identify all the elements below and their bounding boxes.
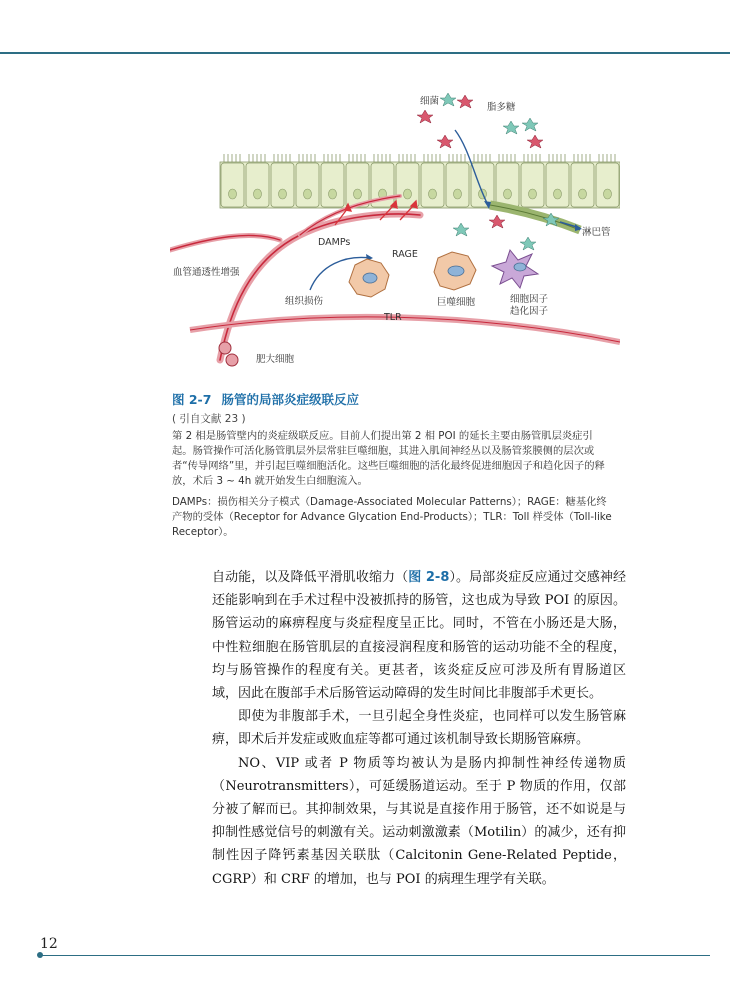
epithelial-cell	[296, 163, 319, 207]
epithelial-cell	[321, 163, 344, 207]
dendritic-cell	[492, 250, 538, 288]
epithelial-nucleus	[579, 189, 587, 199]
label-damps: DAMPs	[318, 237, 351, 248]
paragraph-2: 即使为非腹部手术，一旦引起全身性炎症，也同样可以发生肠管麻痹，即术后并发症或败血症等都可通过该机制导致长期肠管麻痹。	[212, 709, 626, 748]
bottom-dot	[37, 952, 43, 958]
figure-caption	[172, 390, 612, 540]
immune-cell-tissue	[349, 259, 389, 297]
label-tissue-injury: 组织损伤	[285, 296, 324, 307]
bottom-rule	[40, 955, 710, 956]
epithelial-cell	[421, 163, 444, 207]
figure-number: 图 2-7	[172, 392, 212, 407]
macrophage	[434, 252, 476, 290]
epithelial-cell	[396, 163, 419, 207]
label-macrophage: 巨噬细胞	[437, 297, 476, 308]
epithelial-cell	[596, 163, 619, 207]
epithelial-nucleus	[554, 189, 562, 199]
epithelial-cell	[571, 163, 594, 207]
epithelial-nucleus	[604, 189, 612, 199]
figure-diagram	[170, 90, 620, 380]
lymph-vessel	[490, 205, 582, 231]
epithelial-nucleus	[329, 189, 337, 199]
epithelial-nucleus	[404, 189, 412, 199]
epithelial-cell	[271, 163, 294, 207]
muscle-layer	[190, 317, 620, 342]
epithelial-cell	[246, 163, 269, 207]
epithelial-nucleus	[529, 189, 537, 199]
top-rule	[0, 52, 730, 54]
epithelial-nucleus	[354, 189, 362, 199]
figure-abbreviations: DAMPs：损伤相关分子模式（Damage-Associated Molecular Patterns）；RAGE：糖基化终产物的受体（Receptor for Advance Glycation End-Products）；TLR：Toll 样受体（Toll-like Receptor）。	[172, 496, 612, 538]
paragraph-1	[212, 566, 626, 705]
epithelial-cell	[546, 163, 569, 207]
epithelial-cell	[521, 163, 544, 207]
epithelial-cell	[446, 163, 469, 207]
epithelial-cell	[496, 163, 519, 207]
epithelial-nucleus	[454, 189, 462, 199]
label-tlr: TLR	[384, 312, 402, 323]
label-lymph: 淋巴管	[582, 227, 611, 238]
epithelial-nucleus	[504, 189, 512, 199]
page-number: 12	[40, 936, 58, 952]
epithelial-nucleus	[254, 189, 262, 199]
label-rage: RAGE	[392, 249, 418, 260]
figure-description: 第 2 相是肠管壁内的炎症级联反应。目前人们提出第 2 相 POI 的延长主要由肠管肌层炎症引起。肠管操作可活化肠管肌层外层常驻巨噬细胞，其进入肌间神经丛以及肠管浆膜侧的层次或者“传导网络”里，并引起巨噬细胞活化。这些巨噬细胞的活化最终促进细胞因子和趋化因子的释放，术后 3 ~ 4h 就开始发生白细胞流入。	[172, 430, 605, 487]
figure-2-8-link[interactable]: 图 2-8	[408, 570, 450, 585]
epithelial-nucleus	[429, 189, 437, 199]
paragraph-1-part-b: ）。局部炎症反应通过交感神经还能影响到在手术过程中没被抓持的肠管，这也成为导致 POI 的原因。肠管运动的麻痹程度与炎症程度呈正比。同时，不管在小肠还是大肠，中性粒细胞在肠管肌层的直接浸润程度和肠管的运动功能不全的程度，均与肠管操作的程度有关。更甚者，该炎症反应可涉及所有胃肠道区域，因此在腹部手术后肠管运动障碍的发生时间比非腹部手术更长。	[212, 570, 626, 702]
figure-title	[172, 390, 612, 408]
paragraph-3: NO、VIP 或者 P 物质等均被认为是肠内抑制性神经传递物质（Neurotransmitters），可延缓肠道运动。至于 P 物质的作用，仅部分被了解而已。其抑制效果，与其说是直接作用于肠管，还不如说是与抑制性感觉信号的刺激有关。运动刺激激素（Motilin）的减少，还有抑制性因子降钙素基因关联肽（Calcitonin Gene-Related Peptide，CGRP）和 CRF 的增加，也与 POI 的病理生理学有关联。	[212, 755, 626, 887]
label-cytokine-1: 细胞因子	[510, 294, 549, 305]
label-lps: 脂多糖	[487, 102, 516, 113]
epithelial-cell	[221, 163, 244, 207]
epithelial-nucleus	[229, 189, 237, 199]
label-cytokine-2: 趋化因子	[510, 306, 549, 317]
body-text	[212, 566, 626, 891]
figure-reference: ( 引自文献 23 )	[172, 413, 246, 425]
epithelial-cell	[346, 163, 369, 207]
label-bacteria: 细菌	[420, 96, 440, 107]
epithelial-nucleus	[304, 189, 312, 199]
epithelial-nucleus	[279, 189, 287, 199]
epithelium	[220, 154, 620, 208]
figure-title-text: 肠管的局部炎症级联反应	[221, 392, 359, 407]
paragraph-1-part-a: 自动能，以及降低平滑肌收缩力（	[212, 570, 409, 585]
label-mast-cell: 肥大细胞	[256, 354, 295, 365]
label-vascular: 血管通透性增强	[173, 267, 240, 278]
epithelial-cell	[471, 163, 494, 207]
